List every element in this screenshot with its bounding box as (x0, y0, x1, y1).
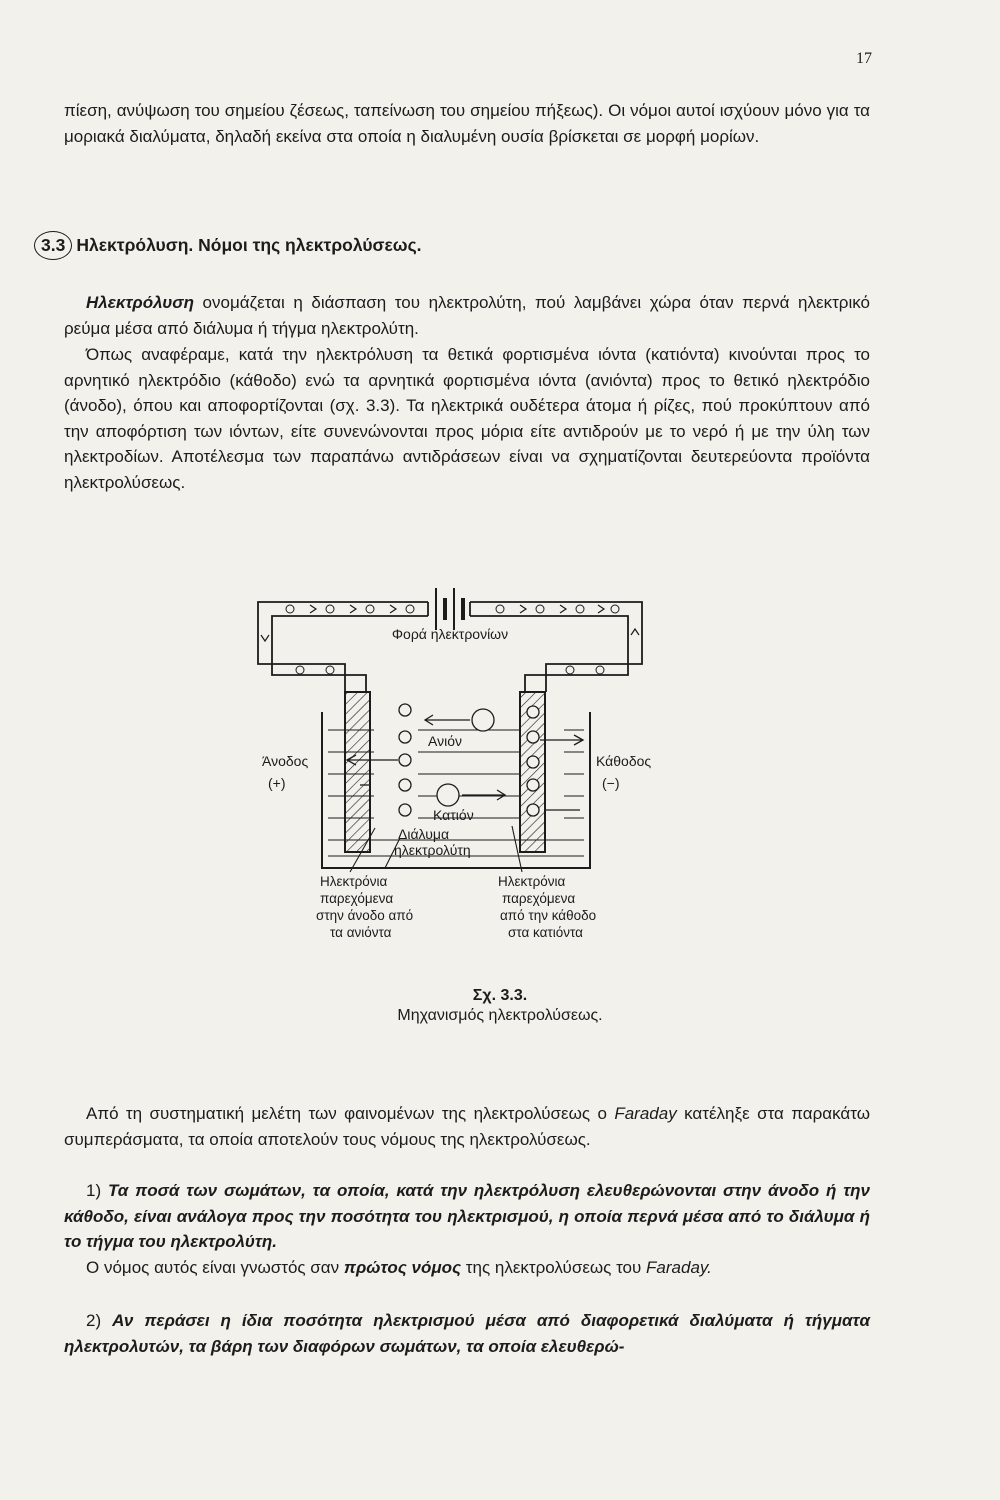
definition-term: Ηλεκτρόλυση (86, 293, 194, 312)
cathode-sign: (−) (602, 775, 620, 791)
first-law-number: 1) (86, 1181, 108, 1200)
cathode-products-2: παρεχόμενα (502, 891, 576, 906)
first-law-note-a: Ο νόμος αυτός είναι γνωστός σαν (86, 1258, 344, 1277)
cathode-label: Κάθοδος (596, 753, 652, 769)
faraday-name: Faraday (614, 1104, 677, 1123)
anode-sign: (+) (268, 775, 286, 791)
cathode-products-1: Ηλεκτρόνια (498, 874, 566, 889)
intro-paragraph: πίεση, ανύψωση του σημείου ζέσεως, ταπείνωση του σημείου πήξεως). Οι νόμοι αυτοί ισχύουν μόνο για τα μοριακά διαλύματα, δηλαδή εκείνα στα οποία η διαλυμένη ουσία βρίσκεται σε μορφή μορίων. (64, 101, 870, 146)
second-law-text: Αν περάσει η ίδια ποσότητα ηλεκτρισμού μέσα από διαφορετικά διαλύματα ή τήγματα ηλεκτρολυτών, τα βάρη των διαφόρων σωμάτων, τα οποία ελευθερώ- (64, 1311, 871, 1356)
faraday-intro-b: κατέληξε στα παρακάτω συμπεράσματα, τα οποία αποτελούν τους νόμους της ηλεκτρολύσεως. (64, 1104, 870, 1149)
electron-flow-label: Φορά ηλεκτρονίων (391, 626, 509, 642)
section-title: Ηλεκτρόλυση. Νόμοι της ηλεκτρολύσεως. (76, 235, 422, 255)
mechanism-paragraph: Όπως αναφέραμε, κατά την ηλεκτρόλυση τα θετικά φορτισμένα ιόντα (κατιόντα) κινούνται προς το αρνητικό ηλεκτρόδιο (κάθοδο) ενώ τα αρνητικά φορτισμένα ιόντα (ανιόντα) προς το θετικό ηλεκτρόδιο (άνοδο), όπου και αποφορτίζονται (σχ. 3.3). Τα ηλεκτρικά ουδέτερα άτομα ή ρίζες, πού προκύπτουν από την αποφόρτιση των ιόντων, είτε συνενώνονται προς μόρια είτε αντιδρούν με το νερό ή με την ύλη των ηλεκτροδίων. Αποτέλεσμα των παραπάνω αντιδράσεων είναι να σχηματίζονται δευτερεύοντα προϊόντα ηλεκτρολύσεως. (64, 345, 870, 492)
battery-symbol (436, 588, 463, 630)
ion-markers (399, 704, 539, 816)
solution-label-2: ηλεκτρολύτη (394, 842, 471, 858)
anode-electrode (345, 692, 370, 852)
first-law-text: Τα ποσά των σωμάτων, τα οποία, κατά την ηλεκτρόλυση ελευθερώνονται στην άνοδο ή την κάθοδο, είναι ανάλογα προς την ποσότητα του ηλεκτρισμού, η οποία περνά μέσα από το διάλυμα ή το τήγμα του ηλεκτρολύτη. (64, 1181, 871, 1251)
anode-products-1: Ηλεκτρόνια (320, 874, 388, 889)
first-law (64, 1178, 870, 1255)
faraday-intro (64, 1101, 870, 1152)
section-number: 3.3 (34, 231, 72, 260)
figure-caption-number: Σχ. 3.3. (472, 987, 528, 1004)
first-law-note-faraday: Faraday. (646, 1258, 712, 1277)
figure-caption-title: Μηχανισμός ηλεκτρολύσεως. (397, 1007, 603, 1024)
cation-label: Κατιόν (433, 807, 474, 823)
cathode-products-4: στα κατιόντα (508, 925, 583, 940)
solution-label-1: Διάλυμα (398, 826, 450, 842)
page-number: 17 (856, 50, 872, 67)
circuit-wires (258, 602, 642, 692)
anode-products-4: τα ανιόντα (330, 925, 392, 940)
cathode-products-3: από την κάθοδο (500, 908, 597, 923)
anode-products-3: στην άνοδο από (316, 908, 414, 923)
anode-label: Άνοδος (262, 753, 309, 769)
faraday-intro-a: Από τη συστηματική μελέτη των φαινομένων της ηλεκτρολύσεως ο (86, 1104, 615, 1123)
anode-products-2: παρεχόμενα (320, 891, 394, 906)
second-law-number: 2) (86, 1311, 113, 1330)
first-law-note-c: της ηλεκτρολύσεως του (461, 1258, 647, 1277)
second-law (64, 1308, 870, 1359)
anion-label: Ανιόν (428, 733, 462, 749)
first-law-note-name: πρώτος νόμος (343, 1258, 462, 1277)
definition-text: ονομάζεται η διάσπαση του ηλεκτρολύτη, πού λαμβάνει χώρα όταν περνά ηλεκτρικό ρεύμα μέσα από διάλυμα ή τήγμα ηλεκτρολύτη. (64, 293, 870, 338)
first-law-note (64, 1255, 870, 1281)
